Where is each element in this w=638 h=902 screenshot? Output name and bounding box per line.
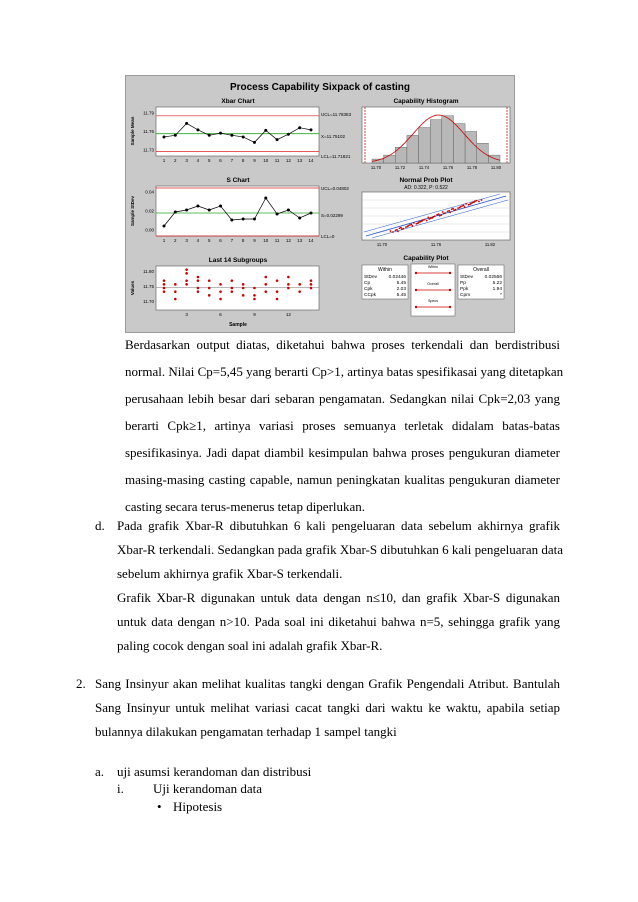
xbar-point <box>298 126 301 129</box>
last-point <box>219 283 222 286</box>
np-point <box>411 224 413 226</box>
last-point <box>163 283 166 286</box>
item-a-marker: a. <box>95 764 105 779</box>
np-point <box>431 217 433 219</box>
last-xtick: 12 <box>285 312 291 317</box>
hist-bar <box>430 120 442 163</box>
last-point <box>287 276 290 279</box>
cap-bar-end <box>415 306 417 308</box>
cap-bar-end <box>415 272 417 274</box>
last-point <box>242 283 245 286</box>
xbar-point <box>174 134 177 137</box>
cap-bar-end <box>449 289 451 291</box>
question-2-paragraph <box>95 676 560 740</box>
xbar-xtick: 5 <box>207 158 211 163</box>
cap-bar-end <box>415 289 417 291</box>
np-point <box>455 209 457 211</box>
last-ytick: 11.80 <box>143 269 154 274</box>
s-ytick: 0.02 <box>145 208 154 214</box>
xbar-point <box>310 128 313 131</box>
cap-overall-value: 0.02556 <box>484 275 502 280</box>
para1-line-6: masing-masing casting capable, namun peningkatan kualitas pengukuran diameter <box>125 472 560 487</box>
xbar-xtick: 9 <box>253 158 256 163</box>
hist-xtick: 11.74 <box>418 165 430 170</box>
np-point <box>476 200 478 202</box>
s-point <box>174 211 177 214</box>
np-point <box>421 220 423 222</box>
last-point <box>242 294 245 297</box>
s-xtick: 3 <box>185 238 188 243</box>
hist-bar <box>395 147 407 163</box>
last-point <box>219 298 222 301</box>
last-point <box>253 298 256 301</box>
cap-overall-header: Overall <box>473 267 489 273</box>
hist-bar <box>442 116 454 163</box>
last-point <box>163 287 166 290</box>
last-ytick: 11.70 <box>143 299 154 304</box>
last-point <box>231 287 234 290</box>
cap-overall-label: Pp <box>460 281 466 286</box>
xbar-point <box>253 141 256 144</box>
hist-bar <box>407 135 419 163</box>
last-point <box>264 276 267 279</box>
np-point <box>423 219 425 221</box>
np-point <box>438 213 440 215</box>
np-point <box>469 203 471 205</box>
item-i-text: Uji kerandoman data <box>153 781 263 796</box>
xbar-ylabel: Sample Mean <box>130 116 135 146</box>
np-point <box>400 227 402 229</box>
np-xtick: 11.70 <box>376 242 388 247</box>
last-point <box>174 283 177 286</box>
para1-line-4: berarti Cpk≥1, artinya variasi proses semuanya terletak didalam batas-batas <box>125 418 560 433</box>
item-a-text: uji asumsi kerandoman dan distribusi <box>117 764 312 779</box>
last-point <box>185 279 188 282</box>
last-point <box>163 290 166 293</box>
last-point <box>174 290 177 293</box>
s-xtick: 10 <box>263 238 269 243</box>
hist-title: Capability Histogram <box>393 98 459 105</box>
last-point <box>264 290 267 293</box>
xbar-point <box>219 132 222 135</box>
cap-overall-label: Cpm <box>460 293 471 298</box>
xbar-ytick: 11.76 <box>143 129 154 134</box>
np-point <box>397 231 399 233</box>
d2-line-2: untuk data dengan n>10. Pada soal ini diketahui bahwa n=5, sehingga grafik yang <box>117 614 560 629</box>
s-xtick: 12 <box>285 238 291 243</box>
s-point <box>185 209 188 212</box>
cap-within-label: Cpk <box>364 287 373 292</box>
xbar-xtick: 11 <box>274 158 280 163</box>
last-point <box>253 294 256 297</box>
xbar-xtick: 13 <box>297 158 303 163</box>
np-xtick: 11.82 <box>484 242 496 247</box>
figure-title: Process Capability Sixpack of casting <box>229 82 411 93</box>
last-point <box>253 287 256 290</box>
xbar-title: Xbar Chart <box>221 98 255 105</box>
hist-xtick: 11.78 <box>466 165 478 170</box>
s-point <box>253 218 256 221</box>
capplot-title: Capability Plot <box>403 255 449 262</box>
cap-bar-label: Specs <box>428 299 438 303</box>
s-ytick: 0.04 <box>145 189 154 195</box>
d1-line-2: Xbar-R terkendali. Sedangkan pada grafik Xbar-S dibutuhkan 6 kali pengeluaran data <box>117 542 564 557</box>
cap-overall-value: 5.22 <box>492 281 502 286</box>
np-point <box>452 208 454 210</box>
s-xtick: 2 <box>174 238 177 243</box>
last-point <box>298 283 301 286</box>
hist-xtick: 11.72 <box>394 165 406 170</box>
last-xtick: 9 <box>253 312 256 317</box>
np-point <box>403 228 405 230</box>
sixpack-svg <box>126 76 514 332</box>
np-point <box>449 212 451 214</box>
xbar-point <box>264 129 267 132</box>
last-point <box>310 287 313 290</box>
last-point <box>208 294 211 297</box>
np-point <box>465 203 467 205</box>
np-point <box>396 229 398 231</box>
xbar-xtick: 4 <box>196 158 200 163</box>
d1-line-3: sebelum akhirnya grafik Xbar-S terkendali. <box>117 566 343 581</box>
last-point <box>219 290 222 293</box>
xbar-xtick: 10 <box>263 158 269 163</box>
s-xtick: 6 <box>219 238 222 243</box>
normprob-subtitle: AD: 0.322, P: 0.522 <box>404 185 448 191</box>
xbar-point <box>276 138 279 141</box>
s-point <box>163 225 166 228</box>
s-xtick: 7 <box>230 238 234 243</box>
np-point <box>390 230 392 232</box>
np-point <box>407 226 409 228</box>
cap-bar-end <box>449 306 451 308</box>
s-ylabel: Sample StDev <box>130 195 135 227</box>
hist-xtick: 11.80 <box>490 165 502 170</box>
np-point <box>417 222 419 224</box>
d2-line-1: Grafik Xbar-R digunakan untuk data dengan n≤10, dan grafik Xbar-S digunakan <box>117 590 560 605</box>
question-2-marker: 2. <box>76 676 86 691</box>
xbar-point <box>196 128 199 131</box>
last-point <box>310 279 313 282</box>
last-point <box>242 287 245 290</box>
s-point <box>298 217 301 220</box>
xbar-xtick: 6 <box>219 158 222 163</box>
np-point <box>440 214 442 216</box>
q2-line-2: Sang Insinyur untuk melihat variasi cacat tangki dari waktu ke waktu, apabila setiap <box>95 700 560 715</box>
cap-within-value: 0.02446 <box>388 275 406 280</box>
cap-within-value: 5.45 <box>396 281 406 286</box>
s-point <box>219 205 222 208</box>
s-center-label: S=0.02299 <box>321 213 343 218</box>
xbar-point <box>287 133 290 136</box>
last-point <box>208 279 211 282</box>
analysis-paragraph <box>125 337 564 515</box>
xbar-xtick: 12 <box>285 158 291 163</box>
np-point <box>434 215 436 217</box>
last-point <box>185 272 188 275</box>
xbar-point <box>185 122 188 125</box>
cap-bar-end <box>449 272 451 274</box>
xbar-ytick: 11.73 <box>143 147 154 153</box>
s-ucl-label: UCL=0.04802 <box>321 186 349 191</box>
para1-line-5: spesifikasinya. Jadi dapat diambil kesimpulan bahwa proses pengukuran diameter <box>125 445 560 460</box>
np-point <box>412 225 414 227</box>
item-i-marker: i. <box>117 781 124 796</box>
s-point <box>208 209 211 212</box>
last-point <box>276 279 279 282</box>
para1-line-7: casting secara terus-menerus tetap diperlukan. <box>125 499 366 514</box>
last-title: Last 14 Subgroups <box>208 257 268 264</box>
cap-within-label: Cp <box>364 281 371 286</box>
last-point <box>197 276 200 279</box>
cap-within-header: Within <box>378 267 392 273</box>
xbar-xtick: 1 <box>162 158 166 163</box>
last-xlabel: Sample <box>229 322 247 328</box>
hist-bar <box>465 131 477 163</box>
cap-within-value: 2.03 <box>396 287 406 292</box>
s-point <box>196 205 199 208</box>
last-point <box>197 279 200 282</box>
hist-bar <box>419 128 431 163</box>
cap-within-label: CCpk <box>364 293 376 298</box>
np-point <box>426 220 428 222</box>
hist-bar <box>453 124 465 163</box>
cap-overall-value: * <box>500 293 502 298</box>
cap-overall-label: StDev <box>460 275 474 280</box>
last-point <box>185 268 188 271</box>
np-point <box>473 201 475 203</box>
xbar-ytick: 11.79 <box>143 110 154 116</box>
xbar-point <box>230 134 233 137</box>
np-point <box>478 201 480 203</box>
d2-line-3: paling cocok dengan soal ini adalah grafik Xbar-R. <box>117 638 383 653</box>
xbar-center-label: X=11.75102 <box>321 134 346 139</box>
s-ytick: 0.00 <box>145 227 154 233</box>
last-point <box>310 283 313 286</box>
last-point <box>287 283 290 286</box>
last-point <box>208 287 211 290</box>
d1-line-1: Pada grafik Xbar-R dibutuhkan 6 kali pengeluaran data sebelum akhirnya grafik <box>117 518 560 533</box>
np-xtick: 11.76 <box>430 242 442 247</box>
s-lcl-label: LCL=0 <box>321 234 335 239</box>
last-point <box>276 298 279 301</box>
last-point <box>231 279 234 282</box>
hist-bar <box>384 155 396 163</box>
s-point <box>264 197 267 200</box>
hist-xtick: 11.76 <box>442 165 454 170</box>
xbar-point <box>242 135 245 138</box>
np-point <box>459 207 461 209</box>
xbar-point <box>208 134 211 137</box>
s-xtick: 9 <box>253 238 256 243</box>
para1-line-2: normal. Nilai Cp=5,45 yang berarti Cp>1, artinya batas spesifikasai yang ditetapkan <box>125 364 564 379</box>
cap-within-value: 5.45 <box>396 293 406 298</box>
cap-bar-label: Within <box>428 265 438 269</box>
xbar-point <box>163 135 166 138</box>
item-d-paragraph <box>117 518 564 654</box>
np-point <box>392 231 394 233</box>
normprob-title: Normal Prob Plot <box>399 177 453 184</box>
q2-line-3: bulannya dilakukan pengamatan terhadap 1 sampel tangki <box>95 724 397 739</box>
last-point <box>231 290 234 293</box>
s-xtick: 8 <box>241 238 245 243</box>
last-plot-area <box>156 266 319 310</box>
bullet-icon: • <box>157 799 162 814</box>
xbar-lcl-label: LCL=11.71821 <box>321 154 351 159</box>
s-title: S Chart <box>226 177 250 184</box>
s-xtick: 14 <box>308 238 314 243</box>
s-point <box>310 212 313 215</box>
q2-line-1: Sang Insinyur akan melihat kualitas tangki dengan Grafik Pengendali Atribut. Bantulah <box>95 676 560 691</box>
s-point <box>230 219 233 222</box>
last-point <box>197 290 200 293</box>
s-xtick: 4 <box>196 238 200 243</box>
hist-bar <box>477 143 489 163</box>
s-xtick: 1 <box>162 238 166 243</box>
np-point <box>448 210 450 212</box>
cap-within-label: StDev <box>364 275 378 280</box>
np-point <box>413 222 415 224</box>
xbar-xtick: 3 <box>185 158 188 163</box>
last-point <box>264 283 267 286</box>
last-point <box>298 290 301 293</box>
xbar-xtick: 7 <box>230 158 234 163</box>
item-d-marker: d. <box>95 518 105 533</box>
capplot-marks <box>362 264 504 316</box>
xbar-xtick: 14 <box>308 158 314 163</box>
s-point <box>276 213 279 216</box>
last-point <box>287 287 290 290</box>
last-xtick: 6 <box>219 312 222 317</box>
last-xtick: 3 <box>185 312 188 317</box>
para1-line-3: perusahaan lebih besar dari sebaran pengamatan. Sedangkan nilai Cpk=2,03 yang <box>125 391 560 406</box>
np-point <box>444 212 446 214</box>
last-ytick: 11.75 <box>143 284 154 289</box>
cap-bar-label: Overall <box>427 282 439 286</box>
last-point <box>185 283 188 286</box>
xbar-plot-area <box>156 107 319 156</box>
s-xtick: 13 <box>297 238 303 243</box>
xbar-xtick: 2 <box>174 158 177 163</box>
bullet-text: Hipotesis <box>173 799 223 814</box>
xbar-ucl-label: UCL=11.78383 <box>321 112 352 117</box>
capability-sixpack-figure <box>125 75 515 333</box>
last-point <box>174 298 177 301</box>
cap-overall-value: 1.94 <box>492 287 502 292</box>
last-ylabel: Values <box>130 280 135 296</box>
para1-line-1: Berdasarkan output diatas, diketahui bahwa proses terkendali dan berdistribusi <box>125 337 560 352</box>
last-point <box>163 279 166 282</box>
np-point <box>464 206 466 208</box>
s-xtick: 5 <box>207 238 211 243</box>
s-xtick: 11 <box>274 238 280 243</box>
last-point <box>276 290 279 293</box>
cap-overall-label: Ppk <box>460 287 469 292</box>
last-point <box>197 287 200 290</box>
xbar-xtick: 8 <box>241 158 245 163</box>
s-point <box>287 209 290 212</box>
s-point <box>242 218 245 221</box>
np-point <box>481 199 483 201</box>
np-point <box>463 205 465 207</box>
hist-xtick: 11.70 <box>370 165 382 170</box>
np-point <box>427 217 429 219</box>
np-point <box>442 211 444 213</box>
